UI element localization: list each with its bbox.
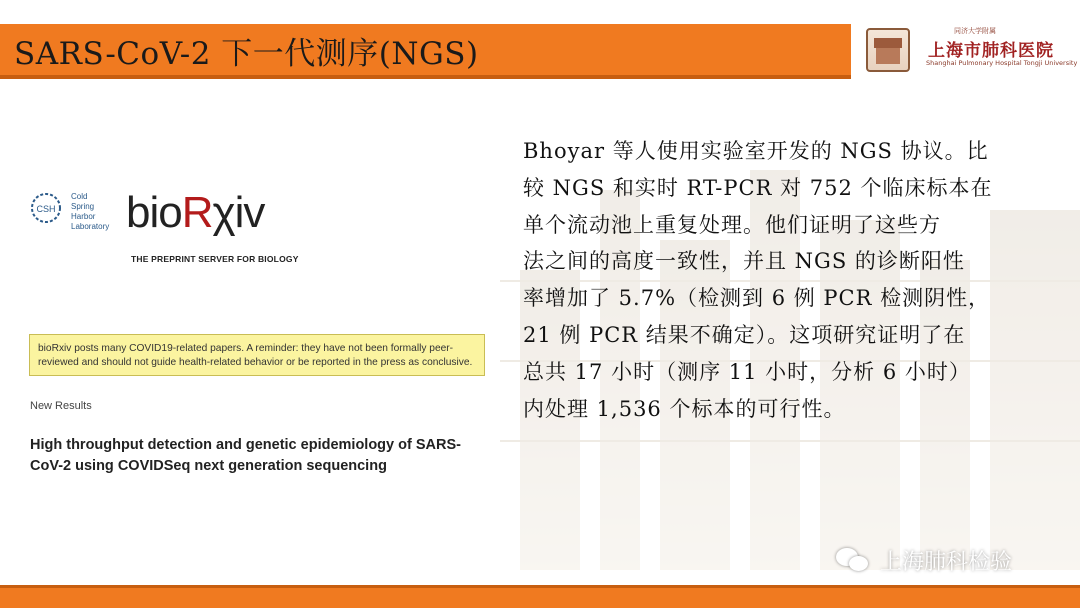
description-line: Bhoyar 等人使用实验室开发的 NGS 协议。比 bbox=[523, 139, 989, 163]
csh-line: Spring bbox=[71, 202, 95, 211]
csh-name bbox=[71, 192, 109, 232]
description-line: 内处理 1,536 个标本的可行性。 bbox=[523, 396, 846, 421]
brand-suffix: χiv bbox=[212, 188, 265, 237]
csh-line: Laboratory bbox=[71, 222, 110, 231]
biorxiv-logo bbox=[126, 188, 264, 238]
title-bar bbox=[0, 24, 851, 75]
brand-r: R bbox=[181, 188, 213, 237]
csh-badge-text: CSH bbox=[36, 204, 56, 214]
description-line: 21 例 PCR 结果不确定）。这项研究证明了在 bbox=[523, 322, 966, 347]
covid-notice-banner: bioRxiv posts many COVID19-related papers. A reminder: they have not been formally peer-reviewed and should not guide health-related behavior or be reported in the press as conclusive. bbox=[29, 334, 485, 376]
slide-title: SARS-CoV-2 下一代测序(NGS) bbox=[14, 36, 479, 72]
footer-line bbox=[0, 585, 1080, 588]
title-underline bbox=[0, 75, 851, 79]
hospital-logo bbox=[862, 26, 1078, 74]
hospital-emblem-icon bbox=[866, 28, 910, 72]
logo-affiliation: 同济大学附属 bbox=[954, 27, 996, 35]
watermark bbox=[836, 544, 1012, 576]
wechat-icon bbox=[836, 546, 870, 574]
watermark-text: 上海肺科检验 bbox=[880, 549, 1013, 575]
description-line: 总共 17 小时（测序 11 小时，分析 6 小时） bbox=[523, 359, 971, 384]
logo-hospital-name: 上海市肺科医院 bbox=[928, 41, 1054, 61]
description-line: 率增加了 5.7%（检测到 6 例 PCR 检测阴性， bbox=[523, 286, 991, 311]
section-label: New Results bbox=[30, 400, 92, 412]
description-line: 法之间的高度一致性，并且 NGS 的诊断阳性 bbox=[523, 249, 965, 274]
description-line: 较 NGS 和实时 RT-PCR 对 752 个临床标本在 bbox=[523, 175, 993, 200]
description-text bbox=[523, 133, 1063, 427]
csh-logo-icon bbox=[29, 188, 63, 228]
description-line: 单个流动池上重复处理。他们证明了这些方 bbox=[523, 212, 941, 237]
brand-prefix: bio bbox=[126, 188, 182, 237]
paper-title[interactable]: High throughput detection and genetic epidemiology of SARS-CoV-2 using COVIDSeq next generation sequencing bbox=[30, 437, 461, 474]
footer-bar bbox=[0, 585, 1080, 608]
biorxiv-tagline: THE PREPRINT SERVER FOR BIOLOGY bbox=[131, 254, 299, 264]
preprint-screenshot bbox=[21, 152, 490, 480]
csh-line: Harbor bbox=[71, 212, 96, 221]
csh-line: Cold bbox=[71, 192, 88, 201]
logo-english-name: Shanghai Pulmonary Hospital Tongji University bbox=[926, 59, 1078, 67]
